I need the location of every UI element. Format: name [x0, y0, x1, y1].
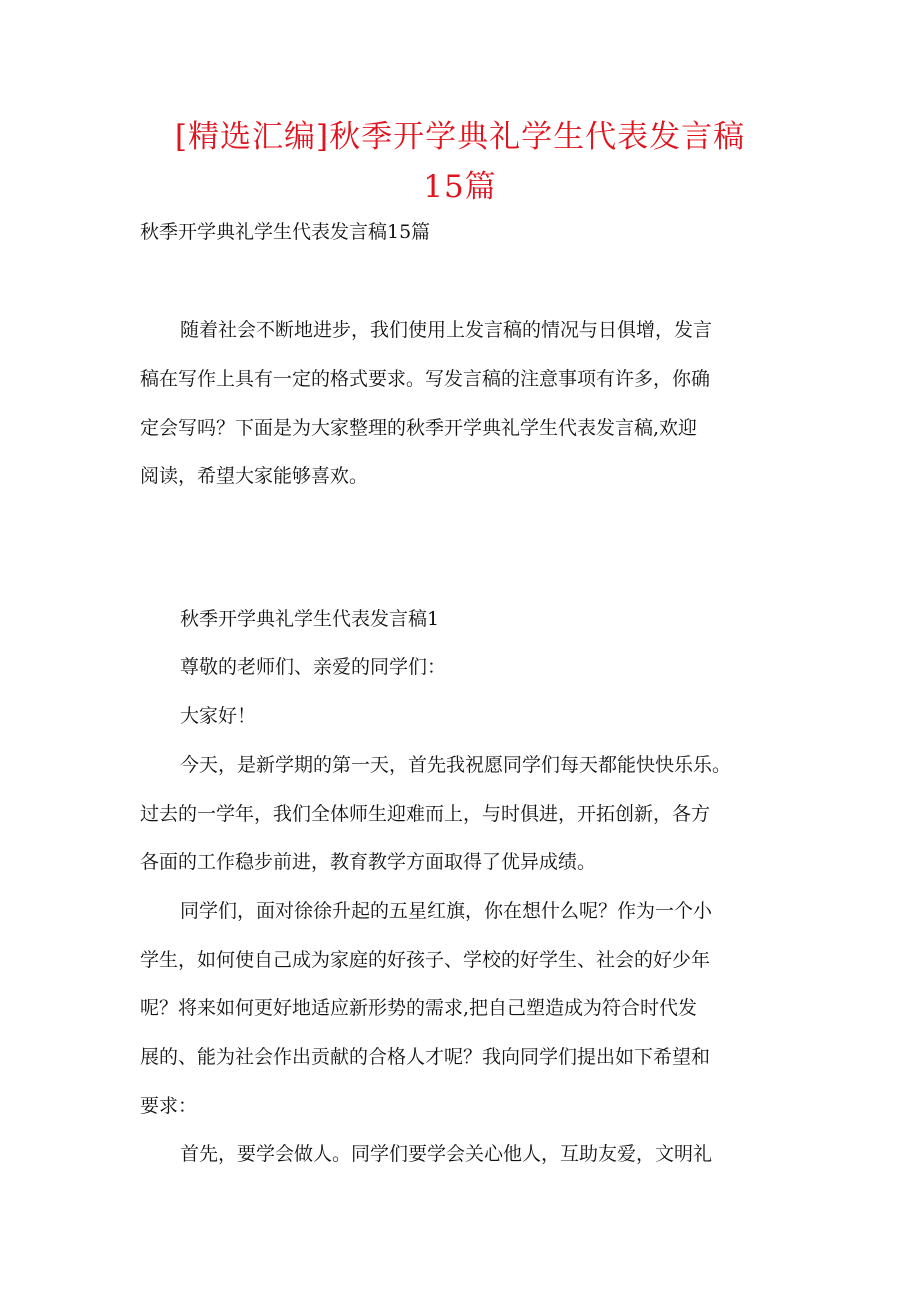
section-heading: 秋季开学典礼学生代表发言稿1	[180, 608, 440, 630]
body-paragraph-line: 学生，如何使自己成为家庭的好孩子、学校的好学生、社会的好少年	[140, 949, 711, 971]
body-paragraph-line: 首先，要学会做人。同学们要学会关心他人，互助友爱，文明礼	[180, 1143, 713, 1165]
body-paragraph-line: 展的、能为社会作出贡献的合格人才呢？我向同学们提出如下希望和	[140, 1046, 711, 1068]
body-paragraph-line: 呢？将来如何更好地适应新形势的需求,把自己塑造成为符合时代发	[140, 997, 698, 1019]
greeting: 大家好！	[180, 705, 257, 727]
body-paragraph-line: 过去的一学年，我们全体师生迎难而上，与时俱进，开拓创新，各方	[140, 803, 711, 825]
body-paragraph-line: 要求：	[140, 1095, 198, 1117]
body-paragraph-line: 今天，是新学期的第一天，首先我祝愿同学们每天都能快快乐乐。	[180, 754, 732, 776]
body-paragraph-line: 同学们，面对徐徐升起的五星红旗，你在想什么呢？作为一个小	[180, 900, 713, 922]
intro-paragraph-line: 稿在写作上具有一定的格式要求。写发言稿的注意事项有许多，你确	[140, 368, 711, 390]
intro-paragraph-line: 阅读，希望大家能够喜欢。	[140, 465, 369, 487]
document-title-line-2: 15篇	[423, 169, 497, 205]
intro-paragraph-line: 随着社会不断地进步，我们使用上发言稿的情况与日俱增，发言	[180, 319, 713, 341]
intro-paragraph-line: 定会写吗？下面是为大家整理的秋季开学典礼学生代表发言稿,欢迎	[140, 417, 698, 439]
document-subtitle: 秋季开学典礼学生代表发言稿15篇	[140, 221, 431, 243]
document-title-line-1: [精选汇编]秋季开学典礼学生代表发言稿	[174, 119, 746, 155]
body-paragraph-line: 各面的工作稳步前进，教育教学方面取得了优异成绩。	[140, 851, 597, 873]
salutation: 尊敬的老师们、亲爱的同学们：	[180, 656, 447, 678]
